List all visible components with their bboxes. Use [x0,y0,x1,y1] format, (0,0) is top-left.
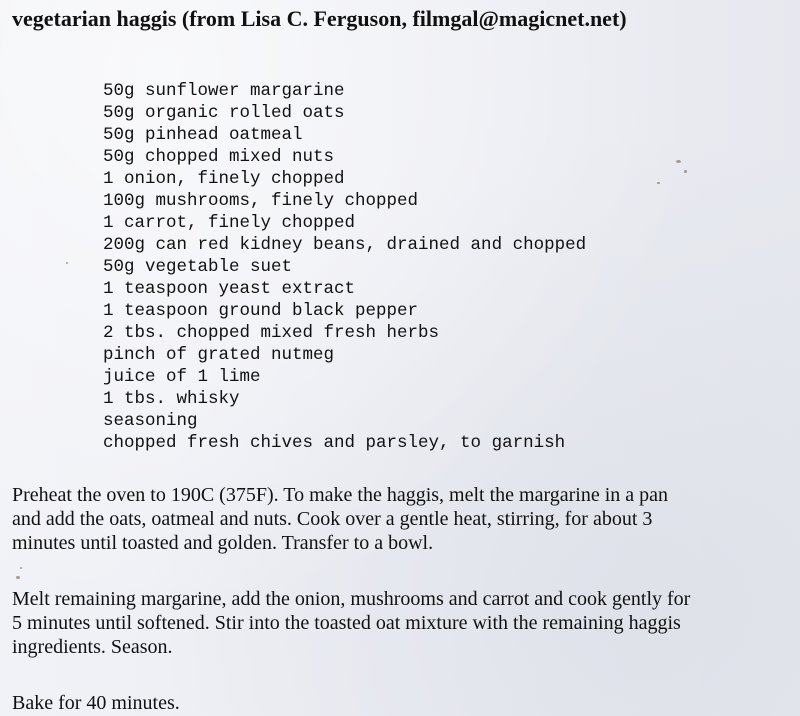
ingredient-list [103,80,586,454]
ingredient-item: 2 tbs. chopped mixed fresh herbs [103,323,440,343]
instruction-line: and add the oats, oatmeal and nuts. Cook over a gentle heat, stirring, for about 3 [12,508,653,530]
ingredient-item: 1 onion, finely chopped [103,169,345,189]
ingredient-item: 50g vegetable suet [103,257,293,277]
ingredient-item: 1 teaspoon ground black pepper [103,301,419,321]
ingredient-item: juice of 1 lime [103,367,261,387]
instruction-line: Bake for 40 minutes. [12,692,180,714]
ingredient-item: 50g pinhead oatmeal [103,125,303,145]
ingredient-item: 1 carrot, finely chopped [103,213,356,233]
ingredient-item: 200g can red kidney beans, drained and chopped [103,235,587,255]
scan-speck [16,576,20,579]
instruction-line: minutes until toasted and golden. Transfer to a bowl. [12,532,434,554]
scan-speck [676,160,681,163]
instruction-paragraph [12,691,180,715]
instruction-paragraph [12,587,690,659]
instruction-line: 5 minutes until softened. Stir into the toasted oat mixture with the remaining haggis [12,612,681,634]
scan-speck [684,170,687,173]
ingredient-item: pinch of grated nutmeg [103,345,335,365]
instruction-line: Preheat the oven to 190C (375F). To make the haggis, melt the margarine in a pan [12,484,669,506]
scan-speck [20,567,22,569]
ingredient-item: 1 tbs. whisky [103,389,240,409]
ingredient-item: 50g sunflower margarine [103,81,345,101]
ingredient-item: 1 teaspoon yeast extract [103,279,356,299]
ingredient-item: 50g organic rolled oats [103,103,345,123]
scan-speck [66,262,68,264]
ingredient-item: 50g chopped mixed nuts [103,147,335,167]
instruction-paragraph [12,483,668,555]
recipe-title: vegetarian haggis (from Lisa C. Ferguson, filmgal@magicnet.net) [12,6,627,31]
instruction-line: ingredients. Season. [12,636,173,658]
ingredient-item: 100g mushrooms, finely chopped [103,191,419,211]
scan-speck [657,182,660,184]
ingredient-item: seasoning [103,411,198,431]
ingredient-item: chopped fresh chives and parsley, to garnish [103,433,566,453]
instruction-line: Melt remaining margarine, add the onion, mushrooms and carrot and cook gently for [12,588,691,610]
